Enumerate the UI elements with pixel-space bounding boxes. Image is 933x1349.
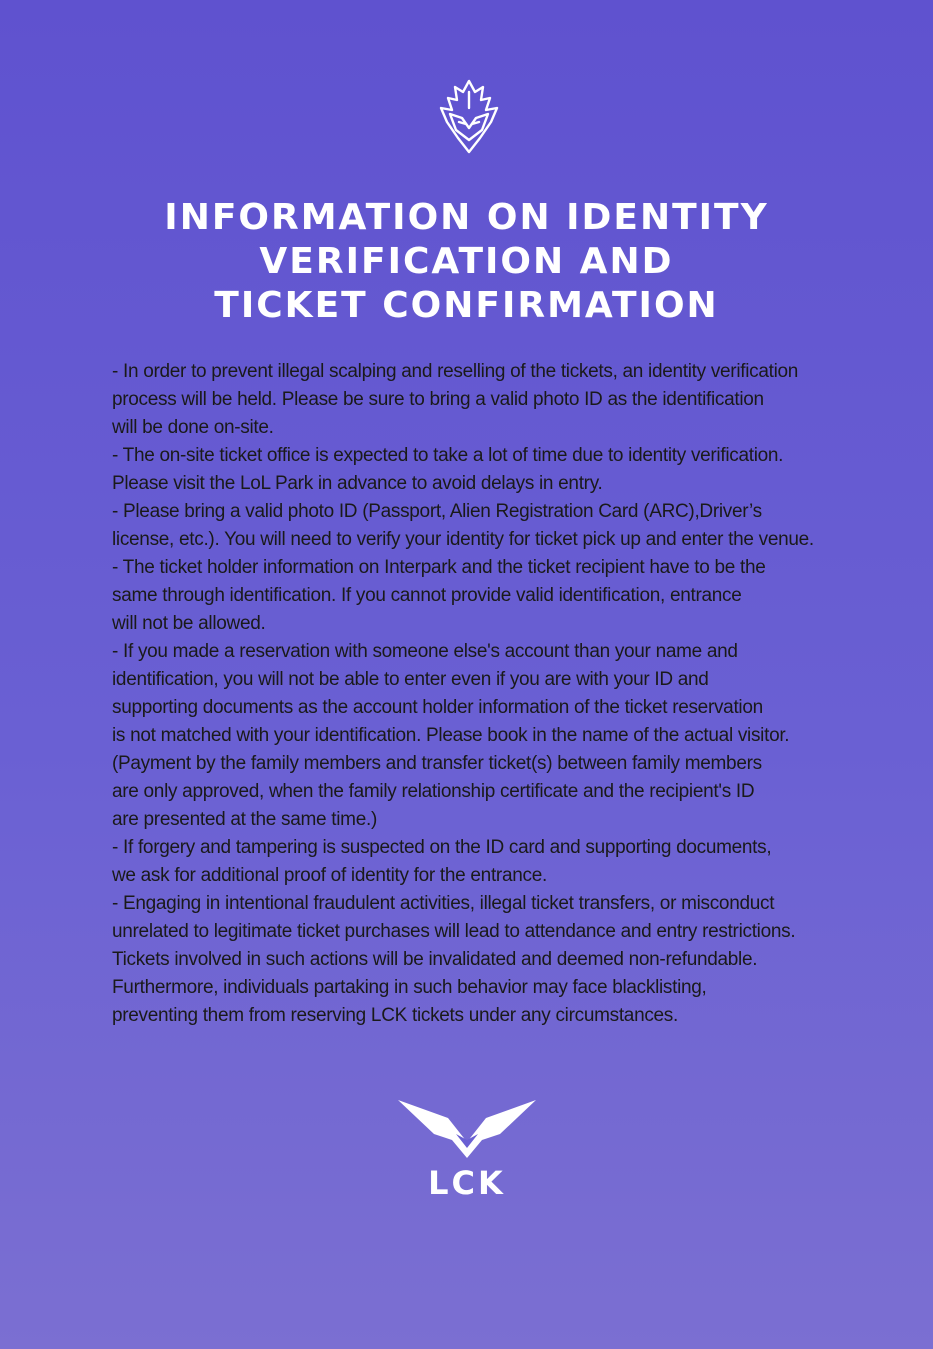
notice-line: Tickets involved in such actions will be invalidated and deemed non-refundable. (112, 949, 758, 970)
title-line-2: VERIFICATION AND (259, 241, 674, 282)
notice-line: unrelated to legitimate ticket purchases will lead to attendance and entry restrictions. (112, 921, 796, 942)
notice-line: - The on-site ticket office is expected to take a lot of time due to identity verification. (112, 445, 784, 466)
notice-line: are only approved, when the family relationship certificate and the recipient's ID (112, 781, 755, 802)
notice-line: (Payment by the family members and transfer ticket(s) between family members (112, 753, 762, 774)
title-line-3: TICKET CONFIRMATION (214, 285, 719, 326)
notice-line: - Please bring a valid photo ID (Passport, Alien Registration Card (ARC),Driver’s (112, 501, 762, 522)
notice-line: is not matched with your identification. Please book in the name of the actual visitor. (112, 725, 790, 746)
notice-line: license, etc.). You will need to verify your identity for ticket pick up and enter the venue. (112, 529, 814, 550)
notice-line: process will be held. Please be sure to bring a valid photo ID as the identification (112, 389, 764, 410)
notice-line: Furthermore, individuals partaking in such behavior may face blacklisting, (112, 977, 707, 998)
notice-line: will be done on-site. (112, 417, 274, 438)
lck-logo-text: LCK (428, 1164, 506, 1198)
notice-line: we ask for additional proof of identity for the entrance. (112, 865, 547, 886)
notice-line: identification, you will not be able to enter even if you are with your ID and (112, 669, 709, 690)
notice-line: preventing them from reserving LCK tickets under any circumstances. (112, 1005, 678, 1026)
page-title (0, 196, 933, 328)
notice-line: will not be allowed. (112, 613, 266, 634)
notice-line: are presented at the same time.) (112, 809, 377, 830)
notice-line: - If you made a reservation with someone else's account than your name and (112, 641, 738, 662)
masked-face-crest-icon (428, 78, 510, 154)
notice-line: - The ticket holder information on Interpark and the ticket recipient have to be the (112, 557, 766, 578)
notice-body (112, 358, 882, 1030)
title-line-1: INFORMATION ON IDENTITY (164, 197, 769, 238)
notice-line: - Engaging in intentional fraudulent activities, illegal ticket transfers, or misconduct (112, 893, 775, 914)
notice-line: supporting documents as the account holder information of the ticket reservation (112, 697, 763, 718)
lck-wings-logo-icon (396, 1096, 538, 1198)
notice-line: - In order to prevent illegal scalping and reselling of the tickets, an identity verification (112, 361, 799, 382)
notice-line: Please visit the LoL Park in advance to avoid delays in entry. (112, 473, 603, 494)
notice-line: same through identification. If you cannot provide valid identification, entrance (112, 585, 742, 606)
notice-line: - If forgery and tampering is suspected on the ID card and supporting documents, (112, 837, 772, 858)
